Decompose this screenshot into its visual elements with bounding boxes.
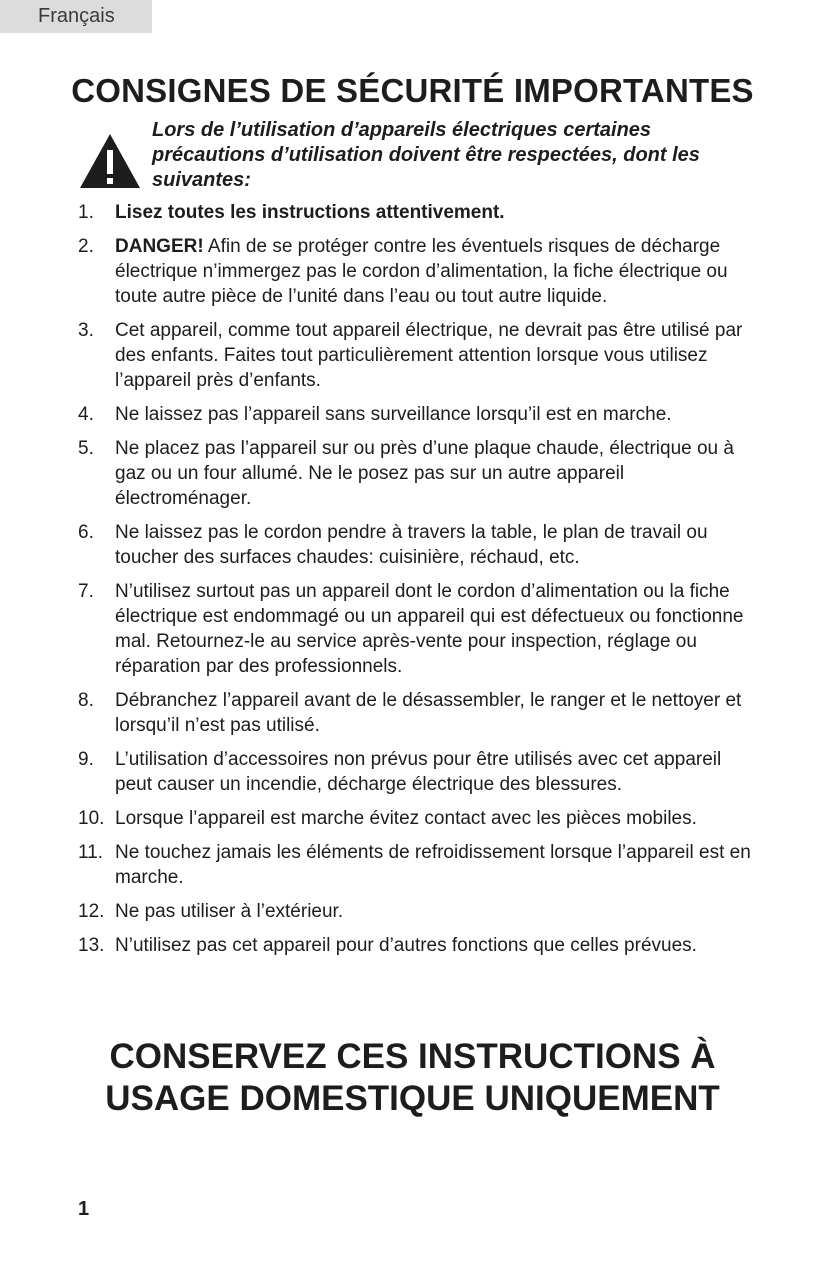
item-text: Débranchez l’appareil avant de le désassembler, le ranger et le nettoyer et lorsqu’il n’est pas utilisé. bbox=[115, 690, 742, 736]
item-text: Ne placez pas l’appareil sur ou près d’une plaque chaude, électrique ou à gaz ou un four allumé. Ne le posez pas sur un autre appareil électroménager. bbox=[115, 438, 734, 509]
warning-triangle-icon bbox=[78, 132, 142, 190]
item-number: 4. bbox=[78, 404, 94, 425]
safety-rules-list bbox=[78, 200, 758, 967]
item-text: Lorsque l’appareil est marche évitez contact avec les pièces mobiles. bbox=[115, 808, 697, 829]
item-number: 7. bbox=[78, 581, 94, 602]
item-text: L’utilisation d’accessoires non prévus pour être utilisés avec cet appareil peut causer un incendie, décharge électrique des blessures. bbox=[115, 749, 722, 795]
closing-notice bbox=[0, 1036, 825, 1120]
item-text: Ne laissez pas le cordon pendre à travers la table, le plan de travail ou toucher des surfaces chaudes: cuisinière, réchaud, etc. bbox=[115, 522, 708, 568]
closing-line-1: CONSERVEZ CES INSTRUCTIONS À bbox=[109, 1037, 716, 1076]
closing-line-2: USAGE DOMESTIQUE UNIQUEMENT bbox=[105, 1079, 720, 1118]
item-number: 12. bbox=[78, 901, 105, 922]
list-item bbox=[78, 933, 758, 958]
list-item bbox=[78, 579, 758, 679]
item-number: 3. bbox=[78, 320, 94, 341]
intro-text: Lors de l’utilisation d’appareils électriques certaines précautions d’utilisation doivent être respectées, dont les suivantes: bbox=[152, 119, 700, 191]
item-number: 2. bbox=[78, 236, 94, 257]
item-text: Ne touchez jamais les éléments de refroidissement lorsque l’appareil est en marche. bbox=[115, 842, 751, 888]
item-text: Afin de se protéger contre les éventuels risques de décharge électrique n’immergez pas le cordon d’alimentation, la fiche électrique ou toute autre pièce de l’unité dans l’eau ou tout autre liquide. bbox=[115, 236, 728, 307]
page-number: 1 bbox=[78, 1198, 90, 1220]
item-number: 8. bbox=[78, 690, 94, 711]
page-title: CONSIGNES DE SÉCURITÉ IMPORTANTES bbox=[71, 72, 754, 109]
list-item bbox=[78, 234, 758, 309]
item-text: Cet appareil, comme tout appareil électrique, ne devrait pas être utilisé par des enfants. Faites tout particulièrement attention lorsque vous utilisez l’appareil près d’enfants. bbox=[115, 320, 743, 391]
item-text: N’utilisez pas cet appareil pour d’autres fonctions que celles prévues. bbox=[115, 935, 697, 956]
item-text: Ne laissez pas l’appareil sans surveillance lorsqu’il est en marche. bbox=[115, 404, 672, 425]
item-text: Ne pas utiliser à l’extérieur. bbox=[115, 901, 344, 922]
list-item bbox=[78, 840, 758, 890]
list-item bbox=[78, 200, 758, 225]
list-item bbox=[78, 899, 758, 924]
list-item bbox=[78, 520, 758, 570]
item-number: 5. bbox=[78, 438, 94, 459]
item-number: 9. bbox=[78, 749, 94, 770]
list-item bbox=[78, 688, 758, 738]
list-item bbox=[78, 402, 758, 427]
item-lead: Lisez toutes les instructions attentivement. bbox=[115, 202, 505, 223]
list-item bbox=[78, 318, 758, 393]
item-number: 11. bbox=[78, 842, 104, 863]
list-item bbox=[78, 747, 758, 797]
item-text: N’utilisez surtout pas un appareil dont le cordon d’alimentation ou la fiche électrique est endommagé ou un appareil qui est défectueux ou fonctionne mal. Retournez-le au service après-vente pour inspection, réglage ou réparation par des professionnels. bbox=[115, 581, 744, 677]
item-number: 13. bbox=[78, 935, 105, 956]
item-number: 1. bbox=[78, 202, 94, 223]
item-lead: DANGER! bbox=[115, 236, 204, 257]
list-item bbox=[78, 806, 758, 831]
item-number: 6. bbox=[78, 522, 94, 543]
language-tab: Français bbox=[0, 0, 152, 33]
list-item bbox=[78, 436, 758, 511]
item-number: 10. bbox=[78, 808, 105, 829]
